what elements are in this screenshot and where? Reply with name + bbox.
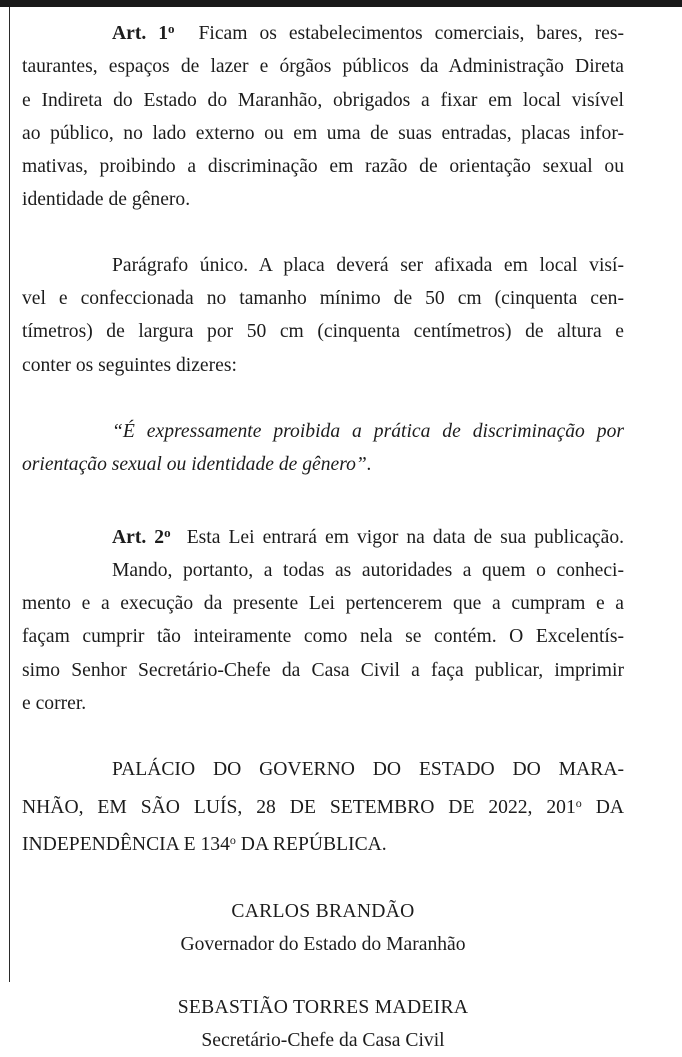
article-1-text-line-3: e Indireta do Estado do Maranhão, obrigados a fixar em local visível <box>22 89 624 111</box>
secretary-name: SEBASTIÃO TORRES MADEIRA <box>177 997 469 1019</box>
palacio-closing <box>22 753 624 861</box>
article-2 <box>22 516 624 721</box>
article-2-text: Esta Lei entrará em vigor na data de sua publicação. <box>186 526 625 548</box>
article-1-label: Art. 1 <box>112 23 169 44</box>
governor-title: Governador do Estado do Maranhão <box>180 934 466 956</box>
palacio-line-2-end: DA <box>581 796 624 818</box>
mando-line-2: mento e a execução da presente Lei pertencerem que a cumpram e a <box>22 593 624 615</box>
article-2-ordinal: o <box>164 524 171 540</box>
paragrafo-unico-line-3: tímetros) de largura por 50 cm (cinquenta centímetros) de altura e <box>22 321 624 343</box>
left-margin-rule <box>9 7 10 982</box>
article-1-text-line-1: Ficam os estabelecimentos comerciais, bares, res- <box>198 23 624 44</box>
paragrafo-unico-line-4: conter os seguintes dizeres: <box>22 354 237 376</box>
palacio-line-3-ordinal: o <box>229 832 236 847</box>
paragrafo-unico-line-1: Parágrafo único. A placa deverá ser afixada em local visí- <box>112 254 624 276</box>
article-1-text-line-2: taurantes, espaços de lazer e órgãos públicos da Administração Direta <box>22 56 624 78</box>
governor-name: CARLOS BRANDÃO <box>231 901 415 923</box>
mando-line-1: Mando, portanto, a todas as autoridades a quem o conheci- <box>112 559 624 581</box>
palacio-line-2 <box>22 787 624 824</box>
article-1-ordinal: o <box>168 21 175 36</box>
palacio-line-2-ordinal: o <box>575 795 582 810</box>
article-2-line <box>22 516 624 554</box>
sign-text-quote <box>22 415 624 482</box>
article-1-text-line-5: mativas, proibindo a discriminação em razão de orientação sexual ou <box>22 156 624 178</box>
mando-line-5: e correr. <box>22 693 87 715</box>
article-2-label: Art. 2 <box>112 526 165 548</box>
palacio-line-2-text: NHÃO, EM SÃO LUÍS, 28 DE SETEMBRO DE 2022, 201 <box>22 796 576 818</box>
mando-line-3: façam cumprir tão inteiramente como nela se contém. O Excelentís- <box>22 626 624 648</box>
quote-line-2: orientação sexual ou identidade de gênero”. <box>22 454 372 476</box>
quote-line-1: “É expressamente proibida a prática de discriminação por <box>112 420 624 442</box>
mando-line-4: simo Senhor Secretário-Chefe da Casa Civil a faça publicar, imprimir <box>22 659 624 681</box>
article-1-text-line-6: identidade de gênero. <box>22 189 191 211</box>
article-1-line <box>22 12 624 50</box>
palacio-line-3-text: INDEPENDÊNCIA E 134 <box>22 833 230 855</box>
paragrafo-unico-line-2: vel e confeccionada no tamanho mínimo de 50 cm (cinquenta cen- <box>22 288 624 310</box>
article-1 <box>22 12 624 217</box>
paragrafo-unico <box>22 249 624 382</box>
signature-block <box>22 895 624 1057</box>
palacio-line-3-end: DA REPÚBLICA. <box>235 833 387 855</box>
top-border-bar <box>0 0 682 7</box>
palacio-line-3 <box>22 824 624 861</box>
document-page <box>22 12 624 1057</box>
secretary-title: Secretário-Chefe da Casa Civil <box>201 1030 445 1052</box>
article-1-text-line-4: ao público, no lado externo ou em uma de suas entradas, placas infor- <box>22 122 624 144</box>
palacio-line-1: PALÁCIO DO GOVERNO DO ESTADO DO MARA- <box>112 759 624 781</box>
